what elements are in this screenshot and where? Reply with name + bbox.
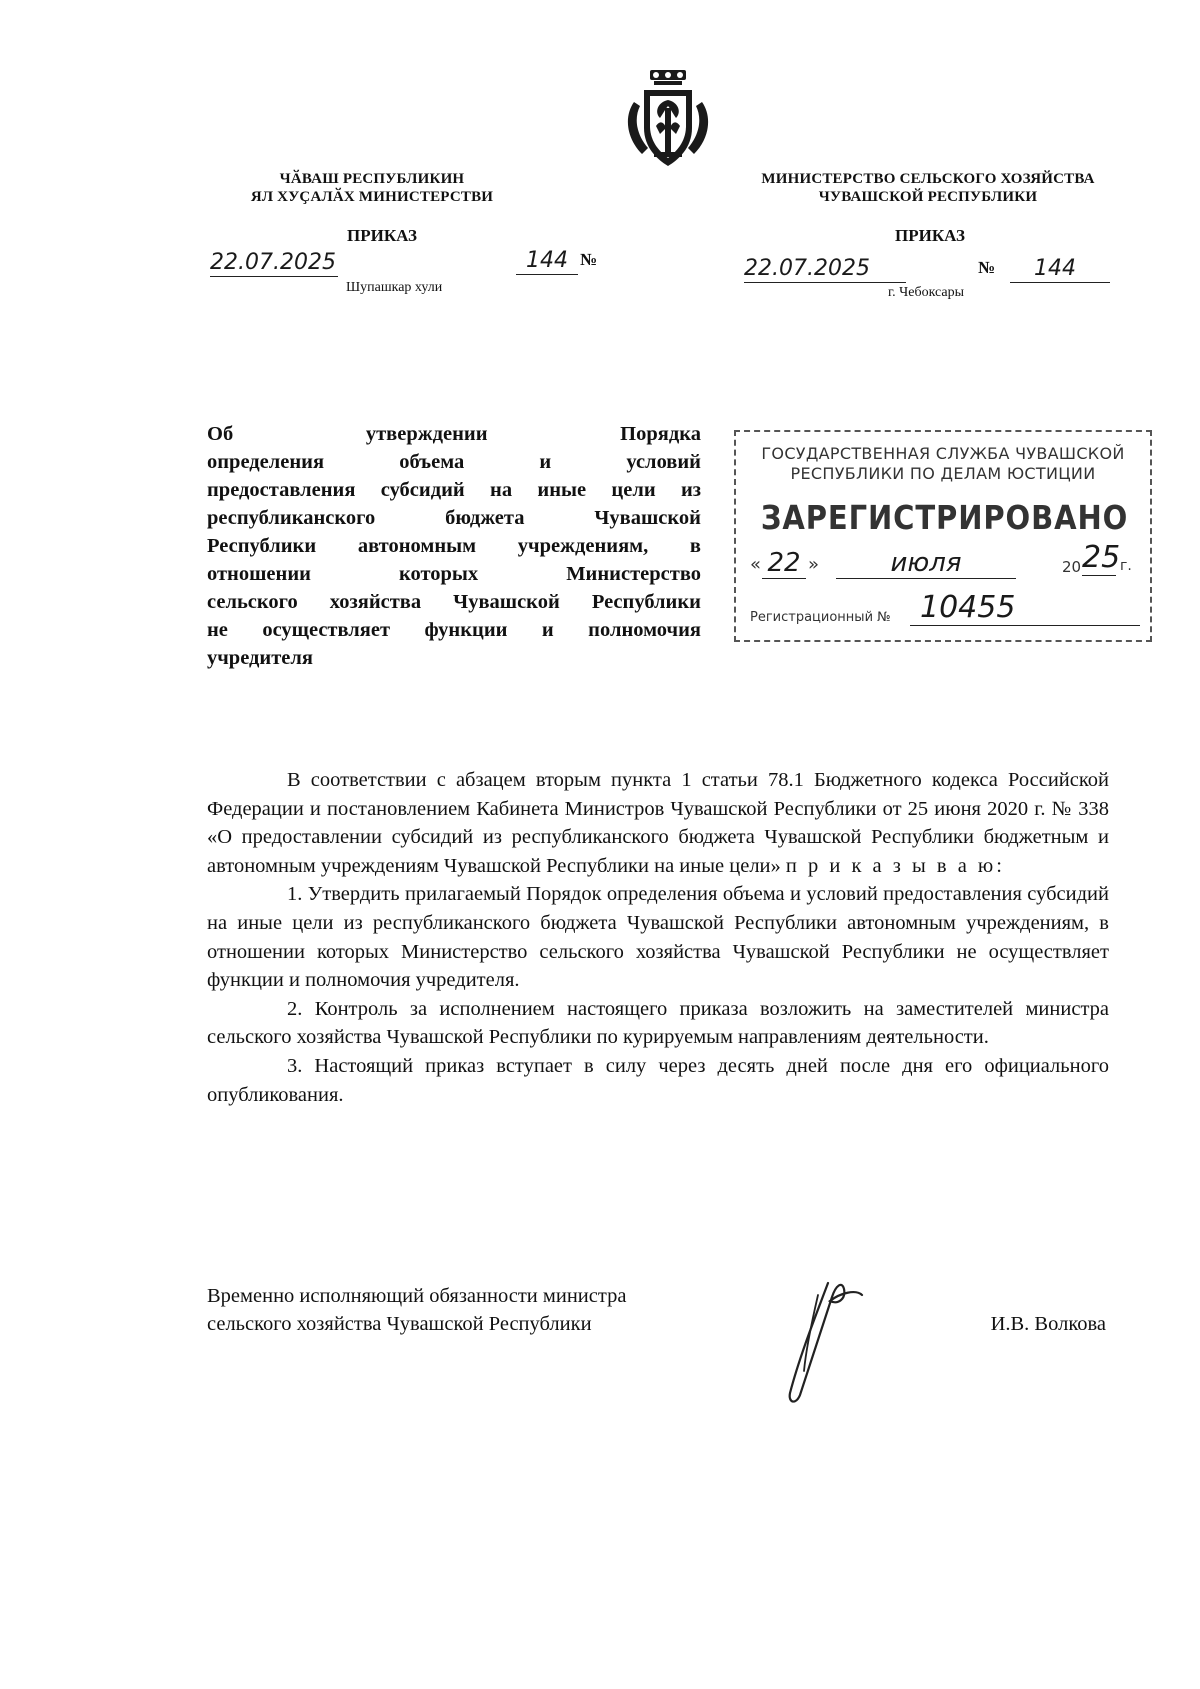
stamp-year-suffix: 25	[1082, 540, 1121, 575]
handwritten-signature-icon	[770, 1275, 880, 1415]
stamp-reg-label: Регистрационный №	[750, 610, 891, 625]
left-date-field: 22.07.2025	[210, 250, 338, 277]
left-number-field: 144	[516, 248, 578, 275]
body-paragraph-1: 1. Утвердить прилагаемый Порядок определения объема и условий предоставления субсидий на иные цели из республиканского бюджета Чувашской Республики автономным учреждениям, в отношении которых Министерство сельского хозяйства Чувашской Республики не осуществляет функции и полномочия учредителя.	[207, 883, 1109, 992]
body-paragraph-2: 2. Контроль за исполнением настоящего приказа возложить на заместителей министра сельского хозяйства Чувашской Республики по курируемым направлениям деятельности.	[207, 997, 1109, 1049]
body-intro-text: В соответствии с абзацем вторым пункта 1 статьи 78.1 Бюджетного кодекса Российской Федерации и постановлением Кабинета Министров Чувашской Республики от 25 июня 2020 г. № 338 «О предоставлении субсидий из республиканского бюджета Чувашской Республики бюджетным и автономным учреждениям Чувашской Республики на иные цели»	[207, 769, 1109, 877]
handwritten-signature	[770, 1275, 880, 1415]
stamp-quote-open: «	[750, 554, 762, 575]
title-line: Об утверждении Порядка	[207, 423, 701, 445]
title-line: Республики автономным учреждениям, в	[207, 535, 701, 557]
stamp-registered: ЗАРЕГИСТРИРОВАНО	[760, 498, 1129, 537]
coat-of-arms-emblem	[620, 68, 716, 172]
registration-stamp	[734, 430, 1152, 642]
stamp-year-unit: г.	[1120, 558, 1132, 574]
right-doc-type: ПРИКАЗ	[895, 226, 965, 245]
title-line: республиканского бюджета Чувашской	[207, 507, 701, 529]
title-line: предоставления субсидий на иные цели из	[207, 479, 701, 501]
chuvash-coat-of-arms-icon	[620, 68, 716, 172]
document-title	[207, 420, 701, 672]
title-line: определения объема и условий	[207, 451, 701, 473]
left-number-sign: №	[580, 250, 598, 269]
body-intro	[207, 766, 1109, 880]
left-org-name	[222, 170, 522, 206]
stamp-line-2: РЕСПУБЛИКИ ПО ДЕЛАМ ЮСТИЦИИ	[790, 464, 1096, 483]
stamp-year-prefix: 20	[1062, 558, 1082, 576]
body-paragraph-3: 3. Настоящий приказ вступает в силу через десять дней после дня его официального опубликования.	[207, 1054, 1109, 1106]
right-org-line-2: ЧУВАШСКОЙ РЕСПУБЛИКИ	[818, 189, 1038, 205]
signer-name: И.В. Волкова	[990, 1313, 1106, 1335]
signer-position	[207, 1282, 767, 1338]
document-body	[207, 766, 1109, 1109]
stamp-day: 22	[762, 548, 806, 579]
stamp-quote-close: »	[808, 554, 820, 575]
right-number-sign: №	[978, 258, 996, 277]
stamp-reg-row	[750, 590, 1140, 630]
right-org-name	[738, 170, 1118, 206]
title-line: сельского хозяйства Чувашской Республики	[207, 591, 701, 613]
left-org-line-1: ЧӐВАШ РЕСПУБЛИКИН	[279, 171, 465, 187]
signer-position-line-1: Временно исполняющий обязанности министра	[207, 1285, 627, 1307]
left-city: Шупашкар хули	[346, 280, 443, 295]
signer-position-line-2: сельского хозяйства Чувашской Республики	[207, 1313, 592, 1335]
order-word: п р и к а з ы в а ю:	[785, 854, 1005, 877]
right-number-field: 144	[1010, 256, 1110, 283]
stamp-reg-number: 10455	[910, 590, 1140, 626]
title-line: не осуществляет функции и полномочия	[207, 619, 701, 641]
stamp-month: июля	[836, 548, 1016, 579]
right-org-line-1: МИНИСТЕРСТВО СЕЛЬСКОГО ХОЗЯЙСТВА	[761, 171, 1095, 187]
right-date-field: 22.07.2025	[744, 256, 906, 283]
title-line: учредителя	[207, 647, 313, 669]
right-city: г. Чебоксары	[888, 285, 965, 300]
stamp-date-row	[750, 540, 1140, 582]
left-doc-type: ПРИКАЗ	[347, 226, 417, 245]
title-line: отношении которых Министерство	[207, 563, 701, 585]
left-org-line-2: ЯЛ ХУҪАЛӐХ МИНИСТЕРСТВИ	[250, 189, 494, 205]
stamp-line-1: ГОСУДАРСТВЕННАЯ СЛУЖБА ЧУВАШСКОЙ	[761, 444, 1125, 463]
